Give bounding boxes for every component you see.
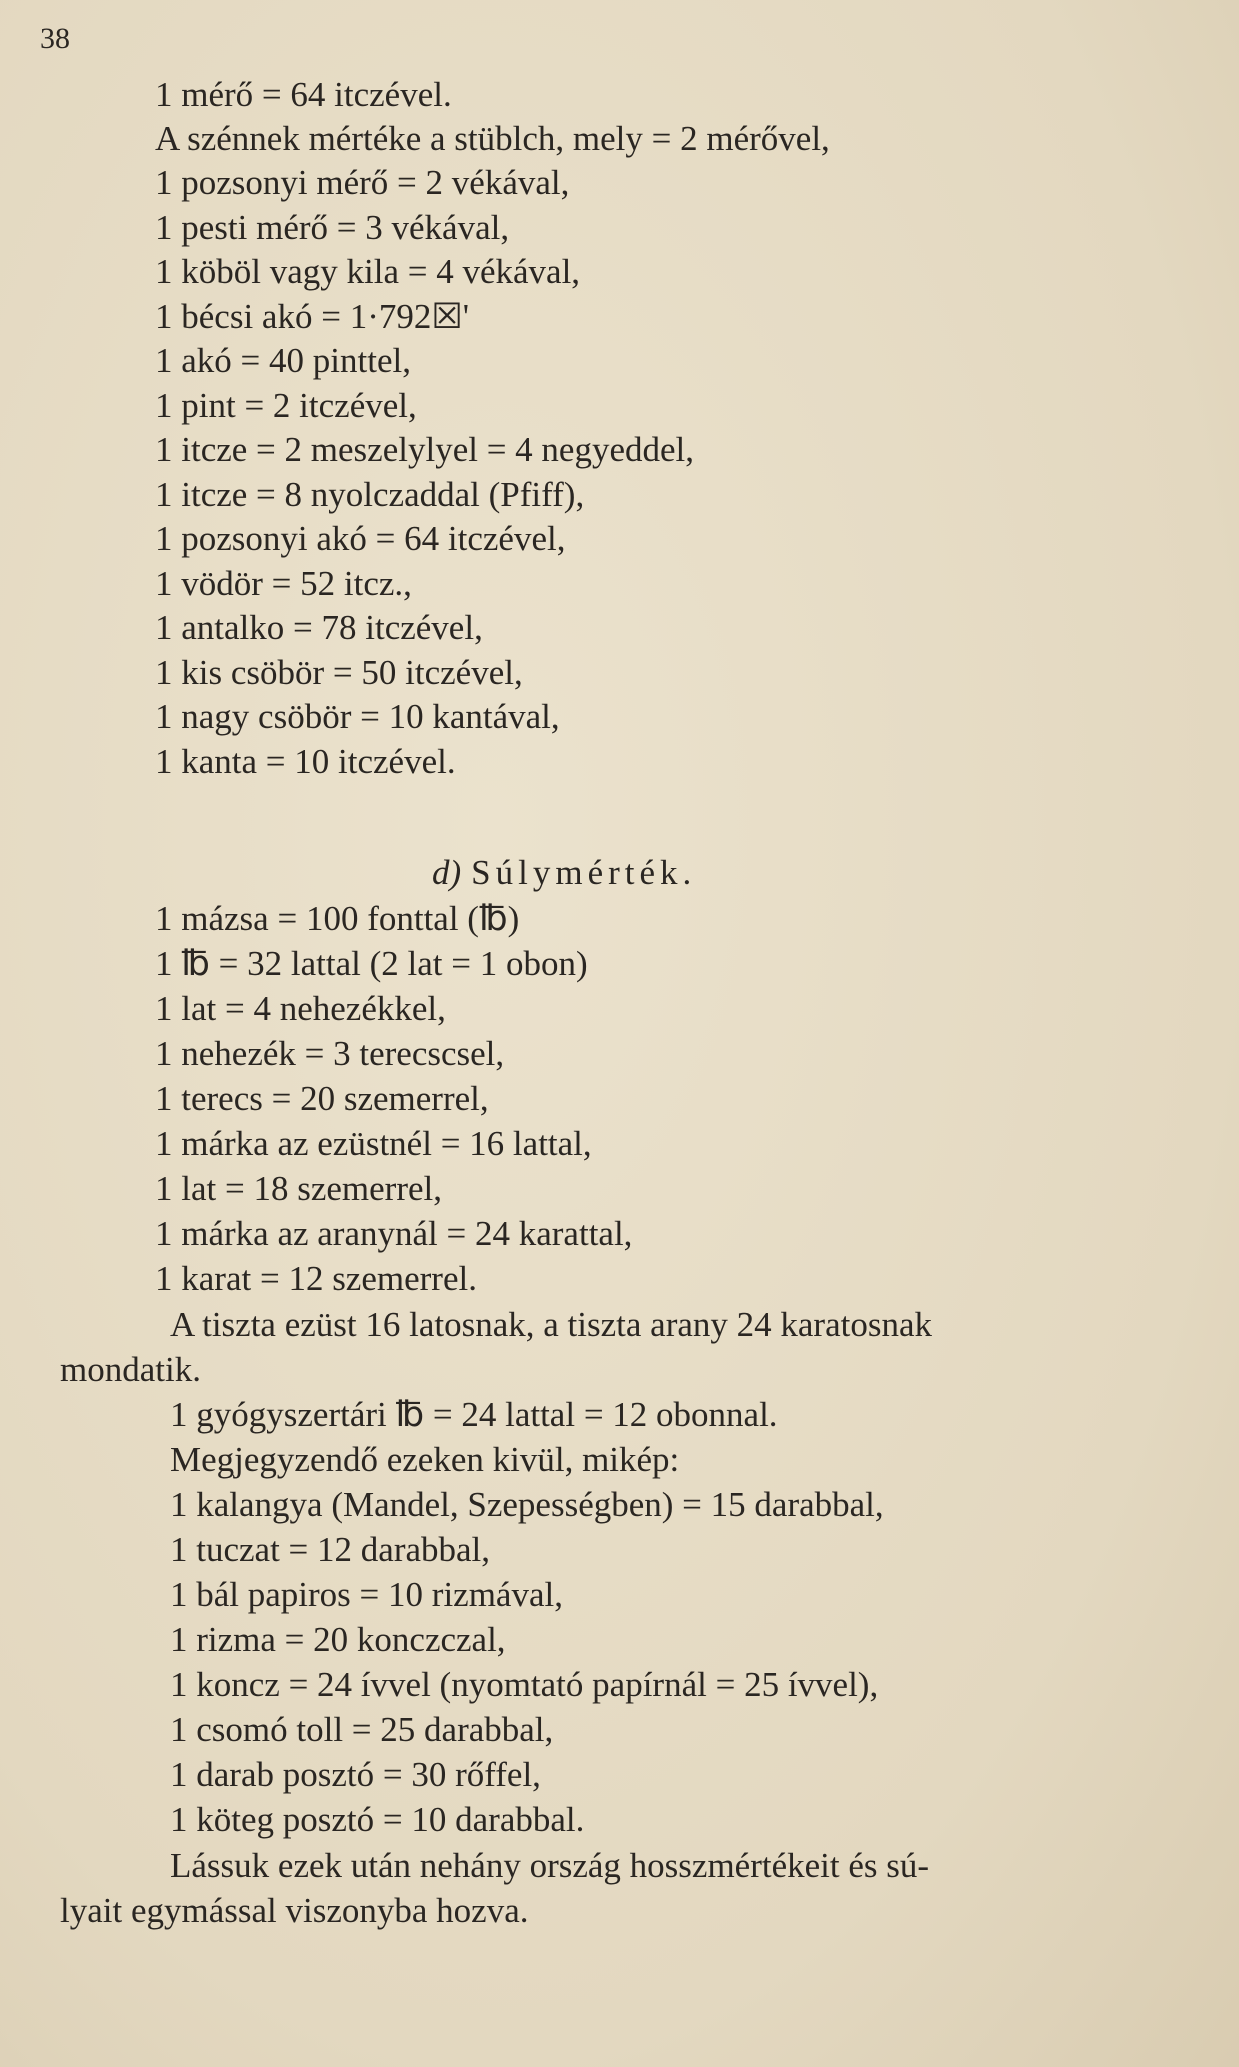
text-line: 1 antalko = 78 itczével, bbox=[155, 608, 483, 647]
text-line: 1 akó = 40 pinttel, bbox=[155, 341, 411, 380]
text-line: 1 koncz = 24 ívvel (nyomtató papírnál = 25 ívvel), bbox=[170, 1665, 879, 1704]
text-line: 1 pozsonyi mérő = 2 vékával, bbox=[155, 163, 570, 202]
text-line: 1 lat = 4 nehezékkel, bbox=[155, 989, 446, 1028]
text-line: 1 pint = 2 itczével, bbox=[155, 386, 417, 425]
text-line: 1 csomó toll = 25 darabbal, bbox=[170, 1710, 554, 1749]
text-line: 1 terecs = 20 szemerrel, bbox=[155, 1079, 489, 1118]
text-line: 1 rizma = 20 konczczal, bbox=[170, 1620, 506, 1659]
text-line: 1 bécsi akó = 1·792☒' bbox=[155, 297, 470, 336]
text-line: mondatik. bbox=[60, 1350, 201, 1389]
section-heading-text: Súlymérték. bbox=[471, 853, 697, 892]
text-line: 1 itcze = 8 nyolczaddal (Pfiff), bbox=[155, 475, 585, 514]
text-line: 1 kis csöbör = 50 itczével, bbox=[155, 653, 523, 692]
text-line: 1 gyógyszertári ℔ = 24 lattal = 12 obonnal. bbox=[170, 1395, 778, 1434]
text-line: 1 ℔ = 32 lattal (2 lat = 1 obon) bbox=[155, 944, 588, 983]
text-line: 1 tuczat = 12 darabbal, bbox=[170, 1530, 491, 1569]
text-line: A szénnek mértéke a stüblch, mely = 2 mérővel, bbox=[155, 119, 830, 158]
text-line: 1 lat = 18 szemerrel, bbox=[155, 1169, 442, 1208]
text-line: Lássuk ezek után nehány ország hosszmértékeit és sú- bbox=[170, 1846, 930, 1885]
text-line: Megjegyzendő ezeken kivül, mikép: bbox=[170, 1440, 680, 1479]
text-line: 1 köteg posztó = 10 darabbal. bbox=[170, 1800, 585, 1839]
text-line: 1 nagy csöbör = 10 kantával, bbox=[155, 697, 560, 736]
text-line: 1 darab posztó = 30 rőffel, bbox=[170, 1755, 541, 1794]
text-line: 1 nehezék = 3 terecscsel, bbox=[155, 1034, 505, 1073]
page-number: 38 bbox=[40, 22, 70, 55]
text-line: 1 bál papiros = 10 rizmával, bbox=[170, 1575, 563, 1614]
text-line: 1 köböl vagy kila = 4 vékával, bbox=[155, 252, 581, 291]
text-line: 1 pesti mérő = 3 vékával, bbox=[155, 208, 510, 247]
text-line: 1 márka az ezüstnél = 16 lattal, bbox=[155, 1124, 592, 1163]
text-line: 1 mázsa = 100 fonttal (℔) bbox=[155, 899, 520, 938]
text-line: 1 márka az aranynál = 24 karattal, bbox=[155, 1214, 633, 1253]
text-line: 1 mérő = 64 itczével. bbox=[155, 75, 452, 114]
section-heading bbox=[432, 850, 696, 895]
section-heading-letter: d) bbox=[432, 853, 462, 892]
text-line: 1 kalangya (Mandel, Szepességben) = 15 darabbal, bbox=[170, 1485, 884, 1524]
text-line: A tiszta ezüst 16 latosnak, a tiszta arany 24 karatosnak bbox=[170, 1305, 932, 1344]
text-line: 1 vödör = 52 itcz., bbox=[155, 564, 412, 603]
text-line: lyait egymással viszonyba hozva. bbox=[60, 1891, 529, 1930]
text-line: 1 karat = 12 szemerrel. bbox=[155, 1259, 477, 1298]
text-line: 1 itcze = 2 meszelylyel = 4 negyeddel, bbox=[155, 430, 695, 469]
text-line: 1 pozsonyi akó = 64 itczével, bbox=[155, 519, 566, 558]
text-line: 1 kanta = 10 itczével. bbox=[155, 742, 456, 781]
